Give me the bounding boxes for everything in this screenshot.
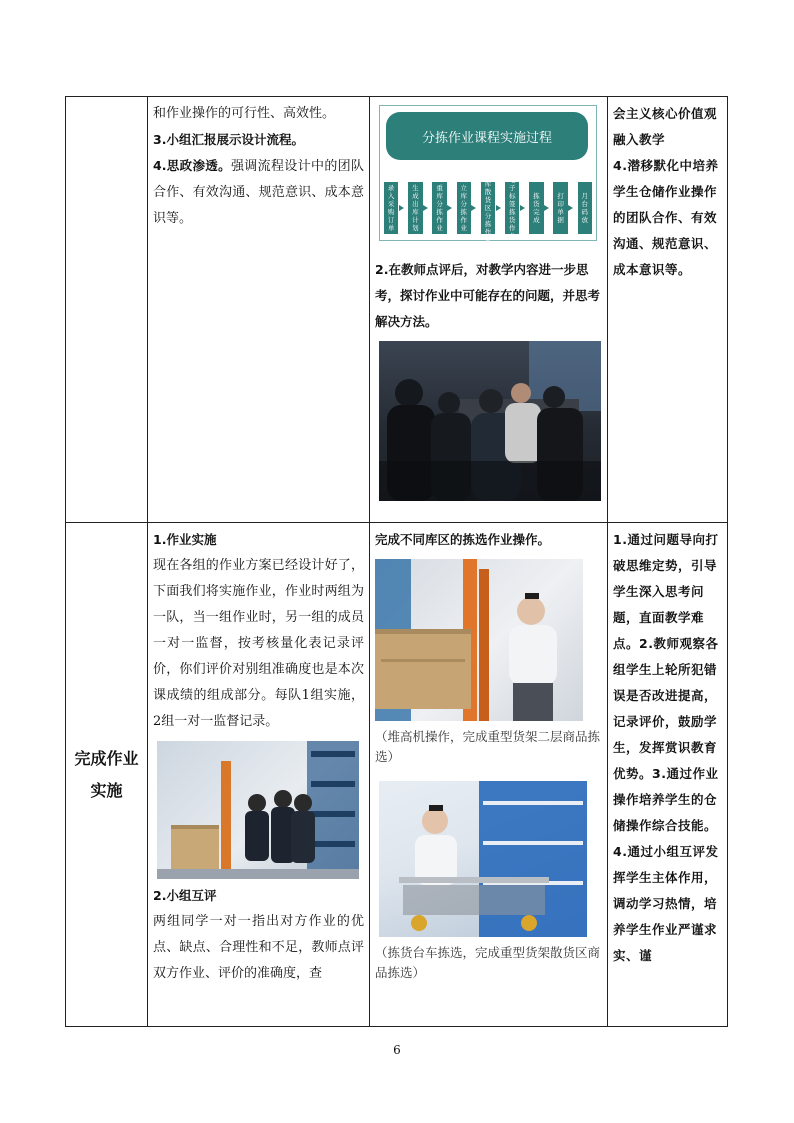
forklift-operation-photo [375, 559, 583, 721]
flow-step: 拣货完成 [529, 182, 543, 234]
student-task-text: 2.在教师点评后，对教学内容进一步思考，探讨作业中可能存在的问题，并思考解决方法。 [375, 262, 601, 329]
people-photo-icon [157, 741, 359, 879]
diagram-title: 分拣作业课程实施过程 [386, 112, 588, 160]
diagram-steps [384, 172, 592, 244]
student-task-heading: 完成不同库区的拣选作业操作。 [375, 532, 551, 547]
arrow-right-icon [423, 205, 432, 211]
flow-step: 重库分拣作业 [432, 182, 446, 234]
table-row [66, 523, 728, 1027]
arrow-right-icon [471, 205, 480, 211]
classroom-discussion-photo [379, 341, 601, 501]
arrow-right-icon [568, 205, 577, 211]
flow-step: 立库分拣作业 [457, 182, 471, 234]
flow-step: 打印单据 [553, 182, 567, 234]
teacher-activity-cell [148, 523, 370, 1027]
stage-label: 实施 [90, 780, 123, 800]
design-intent-cell [608, 523, 728, 1027]
forklift-photo-icon [375, 559, 583, 721]
warehouse-team-photo [157, 741, 359, 879]
picking-cart-photo [379, 781, 587, 937]
stage-cell [66, 523, 148, 1027]
arrow-right-icon [447, 205, 456, 211]
arrow-right-icon [520, 205, 529, 211]
section-paragraph: 两组同学一对一指出对方作业的优点、缺点、合理性和不足，教师点评双方作业、评价的准确度，查 [153, 914, 364, 981]
process-flow-diagram [379, 105, 597, 244]
teacher-activity-cell [148, 97, 370, 523]
arrow-right-icon [496, 205, 505, 211]
people-photo-icon [379, 341, 601, 501]
student-activity-cell [370, 97, 608, 523]
page-number: 6 [393, 1043, 401, 1057]
flow-step: 重库散货区分拣作业 [481, 182, 495, 234]
section-title: 1.作业实施 [153, 532, 217, 547]
text-line: 和作业操作的可行性、高效性。 [153, 106, 336, 121]
photo-caption: （拣货台车拣选，完成重型货架散货区商品拣选） [375, 945, 601, 980]
flow-step: 电子标签拣货作业 [505, 182, 519, 234]
section-title: 2.小组互评 [153, 888, 217, 903]
student-activity-cell [370, 523, 608, 1027]
item-text: 强调流程设计中的团队合作、有效沟通、规范意识、成本意识等。 [153, 159, 364, 226]
section-paragraph: 现在各组的作业方案已经设计好了，下面我们将实施作业，作业时两组为一队，当一组作业时，另一组的成员一对一监督，按考核量化表记录评价，你们评价对别组准确度也是本次课成绩的组成部分。每队1组实施，2组一对一监督记录。 [153, 558, 364, 729]
item-title: 3.小组汇报展示设计流程。 [153, 132, 304, 147]
arrow-right-icon [544, 205, 553, 211]
item-title: 4.思政渗透。 [153, 158, 231, 173]
stage-label: 完成作业 [74, 748, 139, 768]
table-row [66, 97, 728, 523]
stage-cell-empty [66, 97, 148, 523]
flow-step: 生成出库计划 [408, 182, 422, 234]
intent-text: 1.通过问题导向打破思维定势，引导学生深入思考问题，直面教学难点。2.教师观察各组学生上轮所犯错误是否改进提高，记录评价，鼓励学生，发挥赏识教育优势。3.通过作业操作培养学生的仓储操作综合技能。4.通过小组互评发挥学生主体作用，调动学习热情，培养学生作业严谨求实、谨 [613, 532, 719, 963]
intent-text: 会主义核心价值观融入教学 [613, 106, 718, 147]
intent-text: 4.潜移默化中培养学生仓储作业操作的团队合作、有效沟通、规范意识、成本意识等。 [613, 158, 719, 277]
photo-caption: （堆高机操作，完成重型货架二层商品拣选） [375, 729, 601, 764]
design-intent-cell [608, 97, 728, 523]
flow-step: 月台码放 [578, 182, 592, 234]
arrow-right-icon [399, 205, 408, 211]
item-paragraph [153, 153, 364, 232]
flow-step: 录入采购订单 [384, 182, 398, 234]
picking-cart-photo-icon [379, 781, 587, 937]
lesson-plan-table [65, 96, 728, 1027]
